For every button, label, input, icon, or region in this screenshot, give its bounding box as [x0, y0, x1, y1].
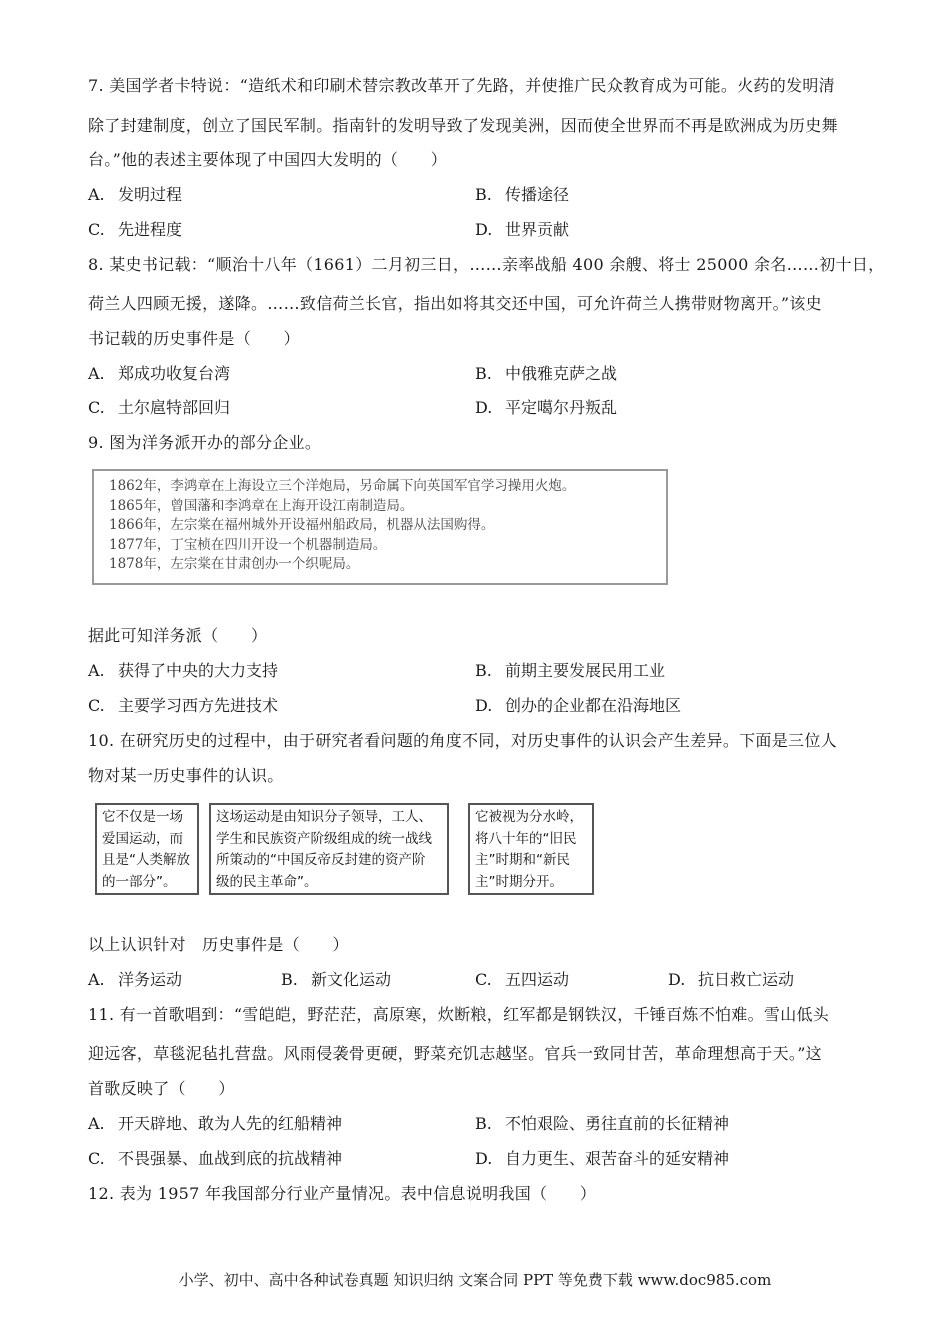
figure-row: 1878年，左宗棠在甘肃创办一个织呢局。 [109, 556, 360, 573]
option-text: 土尔扈特部回归 [118, 398, 231, 417]
q8-line-2: 荷兰人四顾无援，遂降。……致信荷兰长官，指出如将其交还中国，可允许荷兰人携带财物离开。”该史 [88, 294, 822, 313]
page-footer: 小学、初中、高中各种试卷真题 知识归纳 文案合同 PPT 等免费下载 www.doc985.com [178, 1271, 772, 1289]
option-text: 获得了中央的大力支持 [118, 661, 279, 680]
q7-line-1: 7. 美国学者卡特说：“造纸术和印刷术替宗教改革开了先路，并使推广民众教育成为可能。火药的发明清 [88, 76, 835, 95]
option-letter: B. [475, 1114, 492, 1133]
enterprise-list-figure [92, 469, 668, 585]
q10-line-1: 10. 在研究历史的过程中，由于研究者看问题的角度不同，对历史事件的认识会产生差异。下面是三位人 [88, 731, 837, 750]
option-letter: D. [475, 1149, 493, 1168]
option-text: 创办的企业都在沿海地区 [505, 696, 682, 715]
option-letter: A. [88, 970, 105, 989]
q8-option-b [475, 364, 617, 384]
option-letter: A. [88, 364, 105, 383]
option-letter: C. [88, 220, 105, 239]
view-box-line: 它不仅是一场 [102, 809, 183, 825]
q11-line-2: 迎远客，草毯泥毡扎营盘。风雨侵袭骨更硬，野菜充饥志越坚。官兵一致同甘苦，革命理想高于天。”这 [88, 1044, 822, 1063]
view-box-line: 爱国运动，而 [102, 830, 183, 847]
figure-row: 1866年，左宗棠在福州城外开设福州船政局，机器从法国购得。 [109, 517, 495, 534]
option-text: 先进程度 [118, 220, 183, 239]
option-letter: C. [88, 398, 105, 417]
q11-line-1: 11. 有一首歌唱到：“雪皑皑，野茫茫，高原寒，炊断粮，红军都是钢铁汉，千锤百炼不怕难。雪山低头 [88, 1005, 830, 1024]
option-text: 新文化运动 [311, 970, 392, 989]
q9-option-d [475, 696, 681, 716]
q8-line-3: 书记载的历史事件是（ ） [88, 329, 300, 348]
figure-row: 1862年，李鸿章在上海设立三个洋炮局，另命属下向英国军官学习操用火炮。 [109, 478, 576, 494]
q10-option-a [88, 970, 182, 990]
q9-stem: 据此可知洋务派（ ） [88, 626, 268, 645]
q9-option-c [88, 696, 278, 716]
q8-option-d [475, 398, 617, 418]
q7-option-c [88, 220, 182, 240]
q8-option-c [88, 398, 230, 418]
q7-line-2: 除了封建制度，创立了国民军制。指南针的发明导致了发现美洲，因而使全世界而不再是欧洲成为历史舞 [88, 116, 838, 135]
view-box-line: 的一部分”。 [102, 873, 177, 890]
option-letter: B. [475, 364, 492, 383]
option-text: 洋务运动 [118, 970, 183, 989]
option-text: 平定噶尔丹叛乱 [505, 398, 618, 417]
option-letter: C. [88, 696, 105, 715]
option-letter: D. [475, 220, 493, 239]
option-text: 郑成功收复台湾 [118, 364, 231, 383]
option-text: 前期主要发展民用工业 [505, 661, 666, 680]
option-text: 传播途径 [505, 185, 570, 204]
view-box-line: 学生和民族资产阶级组成的统一战线 [216, 830, 432, 847]
view-box-line: 级的民主革命”。 [216, 873, 318, 890]
q7-option-a [88, 185, 182, 205]
view-box-line: 这场运动是由知识分子领导，工人、 [216, 809, 432, 825]
option-letter: D. [668, 970, 686, 989]
q11-option-a [88, 1114, 342, 1134]
figure-row: 1865年，曾国藩和李鸿章在上海开设江南制造局。 [109, 497, 414, 514]
q9-option-b [475, 661, 665, 681]
q10-option-c [475, 970, 569, 990]
q11-option-c [88, 1149, 342, 1169]
view-box-line: 将八十年的“旧民 [475, 830, 577, 847]
q10-option-b [281, 970, 391, 990]
q7-option-d [475, 220, 569, 240]
q8-line-1: 8. 某史书记载：“顺治十八年（1661）二月初三日，……亲率战船 400 余艘、将士 25000 余名……初十日， [88, 255, 885, 274]
option-text: 开天辟地、敢为人先的红船精神 [118, 1114, 343, 1133]
q10-line-2: 物对某一历史事件的认识。 [88, 766, 284, 785]
option-letter: A. [88, 661, 105, 680]
view-box-3 [468, 803, 594, 895]
view-box-line: 它被视为分水岭， [475, 809, 583, 825]
option-letter: D. [475, 398, 493, 417]
view-box-line: 且是“人类解放 [102, 852, 190, 868]
view-box-1 [95, 803, 199, 895]
q12-intro: 12. 表为 1957 年我国部分行业产量情况。表中信息说明我国（ ） [88, 1184, 597, 1203]
option-text: 五四运动 [505, 970, 570, 989]
view-box-line: 主”时期分开。 [475, 873, 563, 890]
option-letter: A. [88, 1114, 105, 1133]
option-text: 发明过程 [118, 185, 183, 204]
option-letter: B. [475, 661, 492, 680]
option-letter: C. [88, 1149, 105, 1168]
q10-stem: 以上认识针对 历史事件是（ ） [88, 935, 349, 954]
view-box-line: 所策动的“中国反帝反封建的资产阶 [216, 852, 426, 868]
view-box-line: 主”时期和“新民 [475, 852, 570, 868]
figure-row: 1877年，丁宝桢在四川开设一个机器制造局。 [109, 536, 387, 553]
q9-option-a [88, 661, 278, 681]
option-text: 世界贡献 [505, 220, 570, 239]
q9-intro: 9. 图为洋务派开办的部分企业。 [88, 433, 322, 452]
q11-line-3: 首歌反映了（ ） [88, 1079, 235, 1098]
q11-option-d [475, 1149, 729, 1169]
option-text: 主要学习西方先进技术 [118, 696, 279, 715]
q8-option-a [88, 364, 230, 384]
option-text: 自力更生、艰苦奋斗的延安精神 [505, 1149, 730, 1168]
option-letter: A. [88, 185, 105, 204]
q11-option-b [475, 1114, 729, 1134]
q7-option-b [475, 185, 569, 205]
q7-line-3: 台。”他的表述主要体现了中国四大发明的（ ） [88, 150, 448, 169]
option-text: 抗日救亡运动 [698, 970, 795, 989]
option-letter: C. [475, 970, 492, 989]
option-text: 不畏强暴、血战到底的抗战精神 [118, 1149, 343, 1168]
option-letter: D. [475, 696, 493, 715]
option-letter: B. [475, 185, 492, 204]
q10-option-d [668, 970, 794, 990]
option-letter: B. [281, 970, 298, 989]
option-text: 不怕艰险、勇往直前的长征精神 [505, 1114, 730, 1133]
option-text: 中俄雅克萨之战 [505, 364, 618, 383]
view-box-2 [209, 803, 449, 895]
